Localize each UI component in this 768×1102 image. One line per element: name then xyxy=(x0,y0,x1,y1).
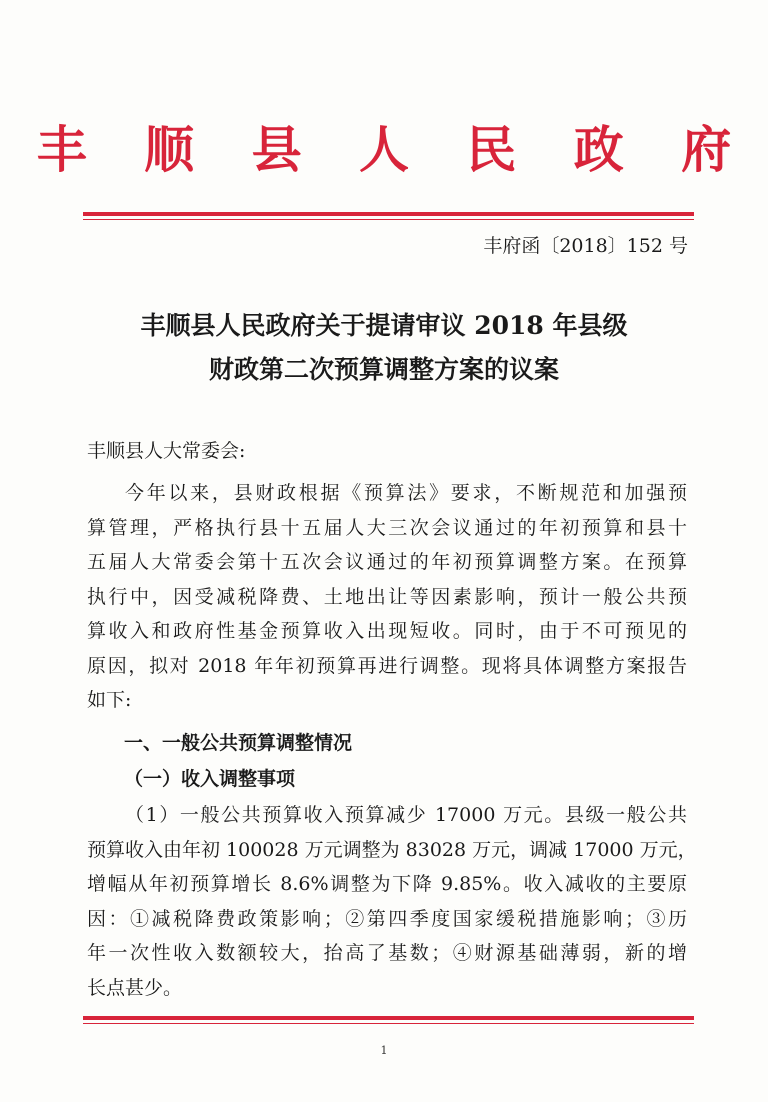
intro-line: 如下: xyxy=(87,689,132,711)
footer-red-rule xyxy=(83,1016,694,1020)
section-heading: 一、一般公共预算调整情况 xyxy=(124,732,353,754)
header-red-rule-thin xyxy=(83,219,694,221)
intro-line: 执行中，因受减税降费、土地出让等因素影响，预计一般公共预 xyxy=(87,585,687,608)
document-title xyxy=(80,304,688,392)
intro-line: 五届人大常委会第十五次会议通过的年初预算调整方案。在预算 xyxy=(87,551,687,573)
revenue-line: （1）一般公共预算收入预算减少 17000 万元。县级一般公共 xyxy=(125,804,687,826)
revenue-line: 预算收入由年初 100028 万元调整为 83028 万元，调减 17000 万元， xyxy=(87,838,697,861)
salutation: 丰顺县人大常委会: xyxy=(87,440,246,462)
document-title-line-2: 财政第二次预算调整方案的议案 xyxy=(208,355,559,384)
issuer-masthead: 丰 顺 县 人 民 政 府 xyxy=(36,120,752,179)
intro-line: 算管理，严格执行县十五届人大三次会议通过的年初预算和县十 xyxy=(87,516,687,539)
document-number: 丰府函〔2018〕152 号 xyxy=(483,235,688,257)
header-red-rule xyxy=(83,212,694,216)
intro-line: 算收入和政府性基金预算收入出现短收。同时，由于不可预见的 xyxy=(87,620,687,642)
intro-line: 今年以来，县财政根据《预算法》要求，不断规范和加强预 xyxy=(125,482,687,504)
page-number: 1 xyxy=(380,1044,388,1057)
intro-line: 原因，拟对 2018 年年初预算再进行调整。现将具体调整方案报告 xyxy=(87,654,687,677)
subsection-heading: （一）收入调整事项 xyxy=(124,768,296,790)
revenue-line: 长点甚少。 xyxy=(87,976,183,999)
document-title-line-1: 丰顺县人民政府关于提请审议 2018 年县级 xyxy=(140,311,628,340)
revenue-line: 增幅从年初预算增长 8.6%调整为下降 9.85%。收入减收的主要原 xyxy=(87,873,687,895)
revenue-line: 年一次性收入数额较大，抬高了基数；④财源基础薄弱，新的增 xyxy=(87,942,687,964)
footer-red-rule-thin xyxy=(83,1023,694,1025)
revenue-line: 因：①减税降费政策影响；②第四季度国家缓税措施影响；③历 xyxy=(87,907,687,930)
revenue-paragraph xyxy=(87,798,697,1005)
intro-paragraph xyxy=(87,476,687,718)
